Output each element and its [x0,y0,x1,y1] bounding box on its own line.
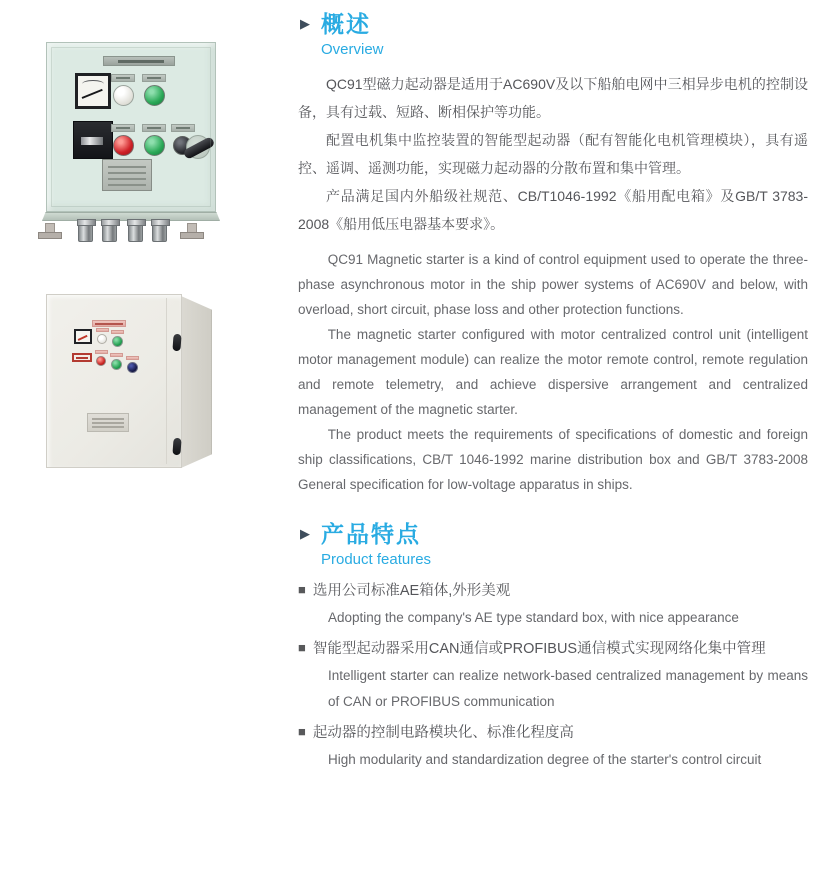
cabinet-front-face [46,294,182,468]
overview-paragraph-zh: 产品满足国内外船级社规范、CB/T1046-1992《船用配电箱》及GB/T 3783-2008《船用低压电器基本要求》。 [298,188,808,232]
nameplate [102,159,152,191]
lamp-label [111,74,135,82]
cable-gland [78,221,93,242]
cabinet-body [46,42,216,212]
indicator-lamp-white [113,85,134,106]
feature-bullet-icon: ■ [298,640,306,655]
overview-paragraph-zh: QC91型磁力起动器是适用于AC690V及以下船舶电网中三相异步电机的控制设备，具有过载、短路、断相保护等功能。 [298,76,808,120]
section-arrow-icon: ▶ [300,16,310,31]
start-button-green [144,85,165,106]
feature-bullet-icon: ■ [298,724,306,739]
feature-text-zh [298,580,808,602]
door-latch [172,438,181,456]
feature-label-zh: 选用公司标准AE箱体,外形美观 [312,583,511,599]
product-photo-perspective-view [42,288,232,488]
feature-text-zh [298,722,808,744]
warning-label [72,353,92,362]
cable-gland [152,221,167,242]
start-button-green [112,336,123,347]
overview-paragraph-en: The product meets the requirements of specifications of domestic and foreign ship classifications, CB/T 1046-1992 marine distribution box and GB/T 3783-2008 General specification for low-voltage apparatus in ships. [298,427,808,492]
ammeter-icon [74,329,92,344]
section-title-en: Overview [321,41,384,58]
feature-item [298,580,808,631]
stop-button-red [113,135,134,156]
reset-button-black [173,136,192,155]
cabinet-side-face [181,296,212,468]
section-header [298,10,808,60]
door-latch [172,334,181,352]
rotary-switch [186,135,210,159]
feature-text-en: High modularity and standardization degree of the starter's control circuit [328,752,762,767]
overview-english-text [298,247,808,497]
start-button-green [144,135,165,156]
reset-button-navy [127,362,138,373]
feature-bullet-icon: ■ [298,582,306,597]
section-title-en: Product features [321,551,432,568]
button-label [142,124,166,132]
cabinet-top-label [103,56,175,66]
cabinet-top-label [92,320,126,327]
feature-item [298,722,808,773]
section-arrow-icon: ▶ [300,526,310,541]
ammeter-icon [75,73,111,109]
feature-label-zh: 起动器的控制电路模块化、标准化程度高 [312,725,574,741]
start-button-green [111,359,122,370]
cable-gland [128,221,143,242]
button-label [171,124,195,132]
stop-button-red [96,356,106,366]
feature-text-zh [298,638,808,660]
overview-paragraph-en: The magnetic starter configured with motor centralized control unit (intelligent motor management module) can realize the motor remote control, remote regulation and remote telemetry, and achieve dispersive arrangement and centralized management of the magnetic starter. [298,327,808,417]
content-column [298,10,808,780]
button-label [110,353,123,357]
overview-paragraph-zh: 配置电机集中监控装置的智能型起动器（配有智能化电机管理模块），具有遥控、遥调、遥测功能，实现磁力起动器的分散布置和集中管理。 [298,132,808,176]
nameplate [87,413,129,432]
overview-paragraph-en: QC91 Magnetic starter is a kind of control equipment used to operate the three-phase asynchronous motor in the ship power systems of AC690V and below, with overload, short circuit, phase loss and other protection functions. [298,252,808,317]
cable-gland [102,221,117,242]
feature-label-zh: 智能型起动器采用CAN通信或PROFIBUS通信模式实现网络化集中管理 [312,641,766,657]
button-label [95,350,108,354]
section-overview [298,10,808,497]
rotary-switch-handle [183,136,216,160]
button-label [111,330,124,334]
feature-text-en: Adopting the company's AE type standard box, with nice appearance [328,610,739,625]
button-label [111,124,135,132]
mounting-foot [180,223,202,239]
mounting-foot [38,223,60,239]
product-photo-front-view [36,40,232,246]
section-title-zh: 概述 [321,11,371,37]
section-title-zh: 产品特点 [321,521,421,547]
button-label [142,74,166,82]
section-header [298,520,808,570]
overview-chinese-text [298,70,808,238]
feature-text-en: Intelligent starter can realize network-based centralized management by means of CAN or PROFIBUS communication [328,668,808,709]
button-label [126,356,139,360]
indicator-lamp-white [97,334,107,344]
section-product-features [298,520,808,773]
lamp-label [96,328,109,332]
feature-item [298,638,808,715]
circuit-breaker [73,121,113,159]
